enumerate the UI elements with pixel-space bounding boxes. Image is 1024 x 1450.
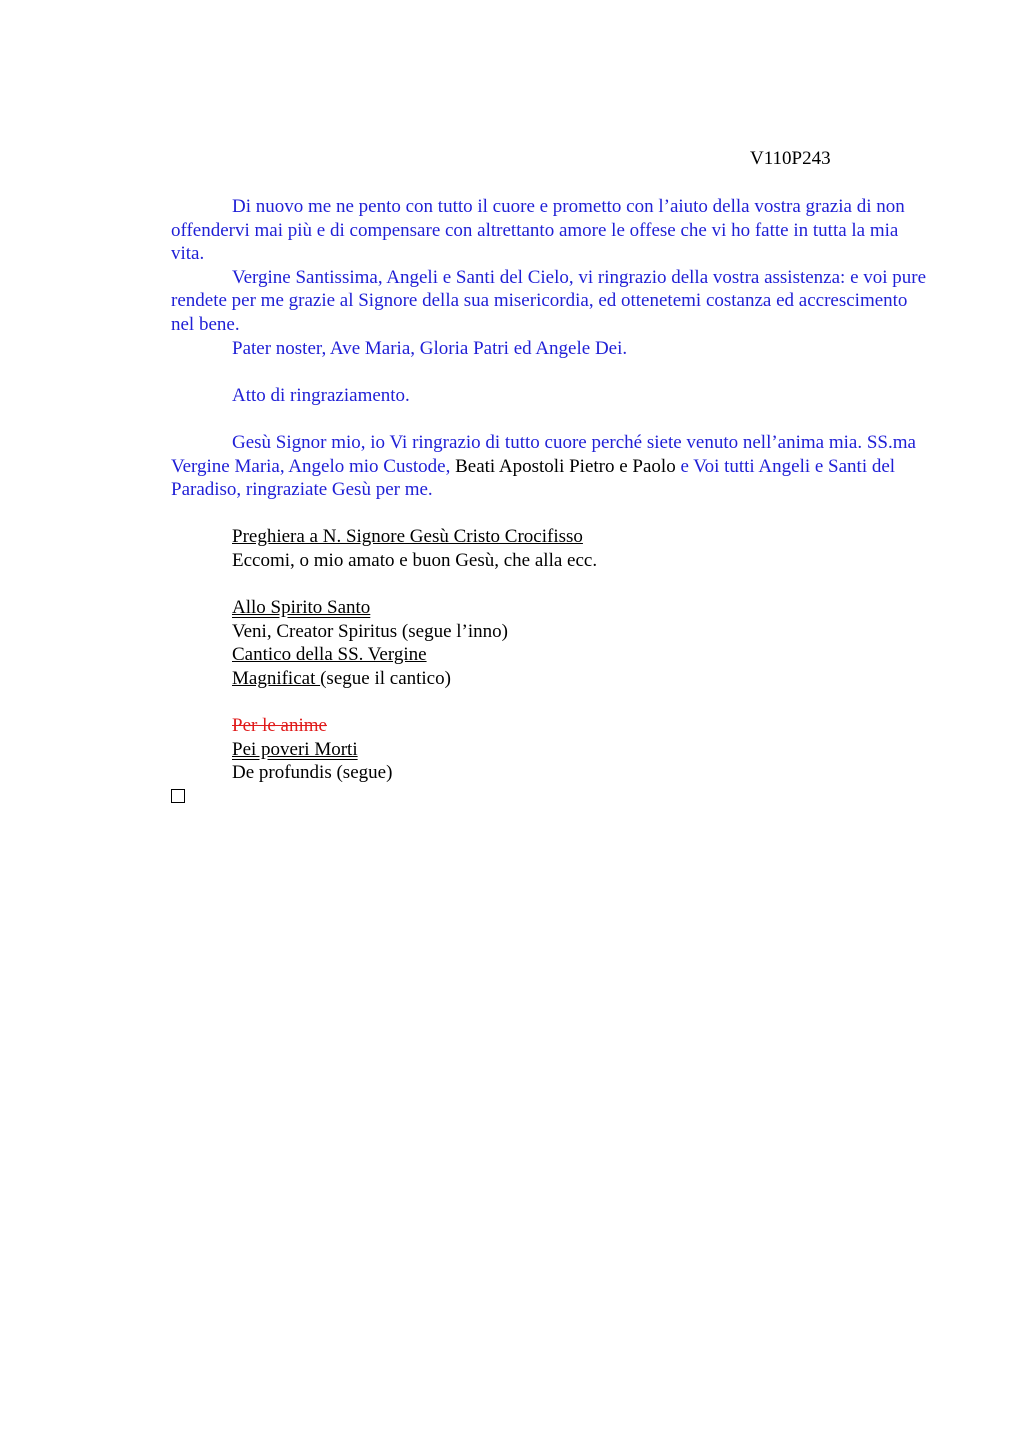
struck-line: [171, 714, 931, 738]
morti-title: Pei poveri Morti: [232, 738, 358, 760]
paragraph-vergine: Vergine Santissima, Angeli e Santi del Cielo, vi ringrazio della vostra assistenza: e voi pure rendete per me grazie al Signore della sua misericordia, ed ottenetemi costanza ed accrescimento nel bene.: [171, 266, 927, 335]
cantico-title: Cantico della SS. Vergine: [232, 644, 427, 666]
paragraph-pentimento: Di nuovo me ne pento con tutto il cuore e prometto con l’aiuto della vostra grazia di non offendervi mai più e di compensare con altrettanto amore le offese che vi ho fatte in tutta la mia vita.: [171, 196, 905, 265]
checkbox-line: [171, 785, 931, 810]
spirito-line: [171, 596, 931, 620]
preghiera-text: Eccomi, o mio amato e buon Gesù, che alla ecc.: [232, 549, 598, 571]
struck-title: Per le anime: [232, 715, 327, 737]
document-body: [171, 195, 931, 809]
magnificat-title: Magnificat: [232, 667, 321, 689]
magnificat-line: [171, 667, 931, 691]
preghiera-title: Preghiera a N. Signore Gesù Cristo Crocifisso: [232, 526, 583, 548]
page-code: V110P243: [750, 148, 831, 169]
cantico-line: [171, 643, 931, 667]
morti-text: De profundis (segue): [232, 762, 393, 784]
spirito-title: Allo Spirito Santo: [232, 597, 371, 619]
spirito-text: Veni, Creator Spiritus (segue l’inno): [232, 620, 508, 642]
paragraph-pater-noster: Pater noster, Ave Maria, Gloria Patri ed Angele Dei.: [232, 337, 628, 359]
heading-atto-ringraziamento: Atto di ringraziamento.: [232, 384, 410, 406]
paragraph-gesu-part2: Beati Apostoli Pietro e Paolo: [450, 455, 676, 477]
paragraph-gesu-part3: e Voi tutti Angeli e Santi del Paradiso, ringraziate Gesù per me.: [171, 455, 896, 501]
empty-checkbox-icon: [171, 789, 185, 803]
paragraph-gesu-part1: Gesù Signor mio, io Vi ringrazio di tutto cuore perché siete venuto nell’anima mia. SS.ma Vergine Maria, Angelo mio Custode,: [171, 431, 916, 477]
paragraph-gesu: [171, 431, 931, 502]
magnificat-text: (segue il cantico): [320, 667, 451, 689]
morti-line: [171, 738, 931, 762]
preghiera-line: [171, 525, 931, 549]
